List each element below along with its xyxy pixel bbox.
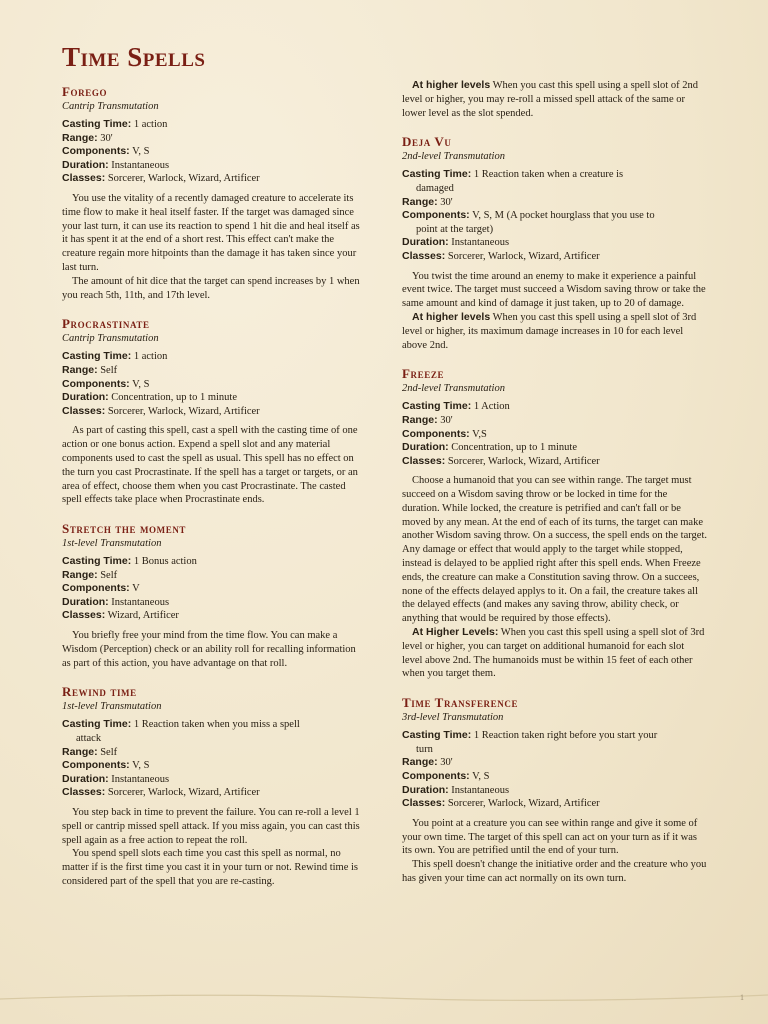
stat-components: Components: V, S: [62, 377, 150, 390]
left-column: [62, 84, 367, 897]
stat-range: Range: Self: [62, 745, 118, 758]
stat-duration: Duration: Concentration, up to 1 minute: [62, 391, 237, 404]
stat-classes: Classes: Sorcerer, Warlock, Wizard, Artificer: [402, 249, 600, 262]
stat-range: Range: Self: [62, 363, 118, 376]
stat-casting-time: Casting Time: 1 action: [62, 118, 168, 130]
spell-school: 2nd-level Transmutation: [402, 383, 505, 395]
page-number: 1: [740, 993, 744, 1002]
spell-time-transference: [402, 695, 707, 886]
spell-name: Time Transference: [402, 695, 519, 711]
stat-classes: Classes: Sorcerer, Warlock, Wizard, Artificer: [62, 786, 260, 799]
spell-description: [62, 424, 367, 507]
stat-components: Components: V, S: [62, 145, 150, 158]
stat-range: Range: 30': [402, 195, 453, 208]
spell-name: Freeze: [402, 366, 445, 382]
spell-description: [62, 192, 367, 302]
spell-deja-vu: [402, 134, 707, 352]
stat-casting-time: Casting Time: 1 Bonus action: [62, 555, 197, 568]
spell-school: 3rd-level Transmutation: [402, 712, 504, 724]
stat-casting-time: Casting Time: 1 action: [62, 350, 168, 363]
spell-school: Cantrip Transmutation: [62, 333, 159, 345]
page-title: Time Spells: [62, 42, 206, 72]
spell-school: 1st-level Transmutation: [62, 701, 162, 713]
stat-duration: Duration: Concentration, up to 1 minute: [402, 441, 577, 454]
spell-freeze: [402, 366, 707, 681]
stat-duration: Duration: Instantaneous: [62, 595, 170, 608]
stat-casting-time: Casting Time: 1 Reaction taken right before you start your turn: [402, 729, 658, 755]
paragraph: The amount of hit dice that the target can spend increases by 1 when you reach 5th, 11th, and 17th level.: [62, 275, 360, 301]
spell-name: Procrastinate: [62, 316, 150, 332]
paragraph: You use the vitality of a recently damaged creature to accelerate its time flow to make it heal itself faster. If the target was damaged since your last turn, it can use its reaction to spend 1 hit die and heal itself as it has spent it at the end of a short rest. This effect can't make the creature regain more hitpoints than the damage it has taken since your last turn.: [62, 192, 360, 273]
footer-decoration: [0, 990, 768, 1002]
right-column: [402, 79, 707, 894]
spell-name: Forego: [62, 84, 108, 99]
stat-duration: Duration: Instantaneous: [62, 772, 170, 785]
spell-school: Cantrip Transmutation: [62, 101, 159, 112]
stat-range: Range: Self: [62, 568, 118, 581]
stat-casting-time: Casting Time: 1 Reaction taken when you miss a spell attack: [62, 718, 300, 745]
paragraph: As part of casting this spell, cast a spell with the casting time of one action or one bonus action. Expend a spell slot and any material components used to cast the spell as usual. This spell has no effect on the turn you cast Procrastinate. If the spell has a target or targets, or an area of effect, choose them when you cast Procrastinate. The casted spell effects take place when Procrastinate ends.: [62, 425, 358, 506]
stat-range: Range: 30': [402, 413, 453, 426]
paragraph: At Higher Levels: When you cast this spell using a spell slot of 3rd level or higher, you can target on additional humanoid for each slot level above 2nd. The humanoids must be within 15 feet of each other when you target them.: [402, 626, 705, 680]
spell-description: [62, 629, 367, 670]
stat-classes: Classes: Sorcerer, Warlock, Wizard, Artificer: [402, 797, 600, 810]
spell-description: [402, 270, 707, 353]
spell-forego: [62, 84, 367, 302]
stat-components: Components: V, S: [62, 759, 150, 772]
stat-duration: Duration: Instantaneous: [402, 236, 510, 249]
paragraph: You twist the time around an enemy to make it experience a painful event twice. The target must succeed a Wisdom saving throw or take the same amount and kind of damage it just taken, up to 20 of damage.: [402, 270, 706, 310]
spell-school: 1st-level Transmutation: [62, 538, 162, 550]
spell-stretch-the-moment: [62, 521, 367, 670]
stat-range: Range: 30': [62, 131, 113, 144]
stat-components: Components: V: [62, 582, 140, 595]
stat-components: Components: V, S: [402, 770, 490, 783]
spell-name: Deja Vu: [402, 134, 452, 150]
paragraph: You step back in time to prevent the failure. You can re-roll a level 1 spell or cantrip missed spell attack. If you miss again, you can cast this spell again as a free action to repeat the roll.: [62, 807, 360, 846]
paragraph: You spend spell slots each time you cast this spell as normal, no matter if is the first time you cast it in your turn or not. Rewind time is considered part of the spell that you are re-casting.: [62, 848, 358, 887]
stat-classes: Classes: Sorcerer, Warlock, Wizard, Artificer: [402, 454, 600, 467]
stat-casting-time: Casting Time: 1 Action: [402, 400, 510, 413]
spell-description: [402, 474, 707, 681]
stat-classes: Classes: Wizard, Artificer: [62, 609, 179, 622]
paragraph: At higher levels When you cast this spell using a spell slot of 3rd level or higher, its maximum damage increases in 10 for each level above 2nd.: [402, 310, 697, 351]
paragraph: At higher levels When you cast this spell using a spell slot of 2nd level or higher, you may re-roll a missed spell attack of the same or lower level as the slot spended.: [402, 79, 698, 119]
stat-classes: Classes: Sorcerer, Warlock, Wizard, Artificer: [62, 172, 260, 185]
paragraph: You point at a creature you can see within range and give it some of your own time. The target of this spell can act on your turn as if it was its own. You are petrified until the end of your turn.: [402, 817, 698, 857]
paragraph: You briefly free your mind from the time flow. You can make a Wisdom (Perception) check or an ability roll for recalling information as part of this action, you have advantage on that roll.: [62, 630, 356, 669]
stat-casting-time: Casting Time: 1 Reaction taken when a creature is damaged: [402, 168, 624, 194]
stat-components: Components: V, S, M (A pocket hourglass that you use to point at the target): [402, 209, 655, 235]
paragraph: Choose a humanoid that you can see within range. The target must succeed on a Wisdom saving throw or be locked in time for the duration. While locked, the creature is petrified and can't fall or be moved by any mean. At the end of each of its turns, the target can make another Wisdom saving throw. On a success, the spell ends on the target. Any damage or effect that would apply to the target while stopped, instead is delayed to be applied right after this spell ends. When Freeze ends, the creature can make a Constitution saving throw. On a succees, none of the effects delayed applys to it. On a fail, the creature takes all the delayed effects (and makes any saving throw, ability check, or anything that would be required by those effects).: [402, 475, 707, 625]
spell-procrastinate: [62, 316, 367, 507]
stat-duration: Duration: Instantaneous: [62, 158, 170, 171]
spell-school: 2nd-level Transmutation: [402, 151, 505, 163]
stat-components: Components: V,S: [402, 427, 487, 440]
rewind-time-higher-levels: [402, 79, 707, 120]
spell-name: Stretch the moment: [62, 521, 187, 537]
spell-description: [402, 817, 707, 886]
paragraph: This spell doesn't change the initiative order and the creature who you has given your time can act normally on its own turn.: [402, 859, 707, 884]
spell-description: [62, 806, 367, 889]
spell-rewind-time: [62, 684, 367, 888]
stat-duration: Duration: Instantaneous: [402, 783, 510, 796]
stat-classes: Classes: Sorcerer, Warlock, Wizard, Artificer: [62, 404, 260, 417]
spell-name: Rewind time: [62, 684, 137, 700]
stat-range: Range: 30': [402, 756, 453, 769]
